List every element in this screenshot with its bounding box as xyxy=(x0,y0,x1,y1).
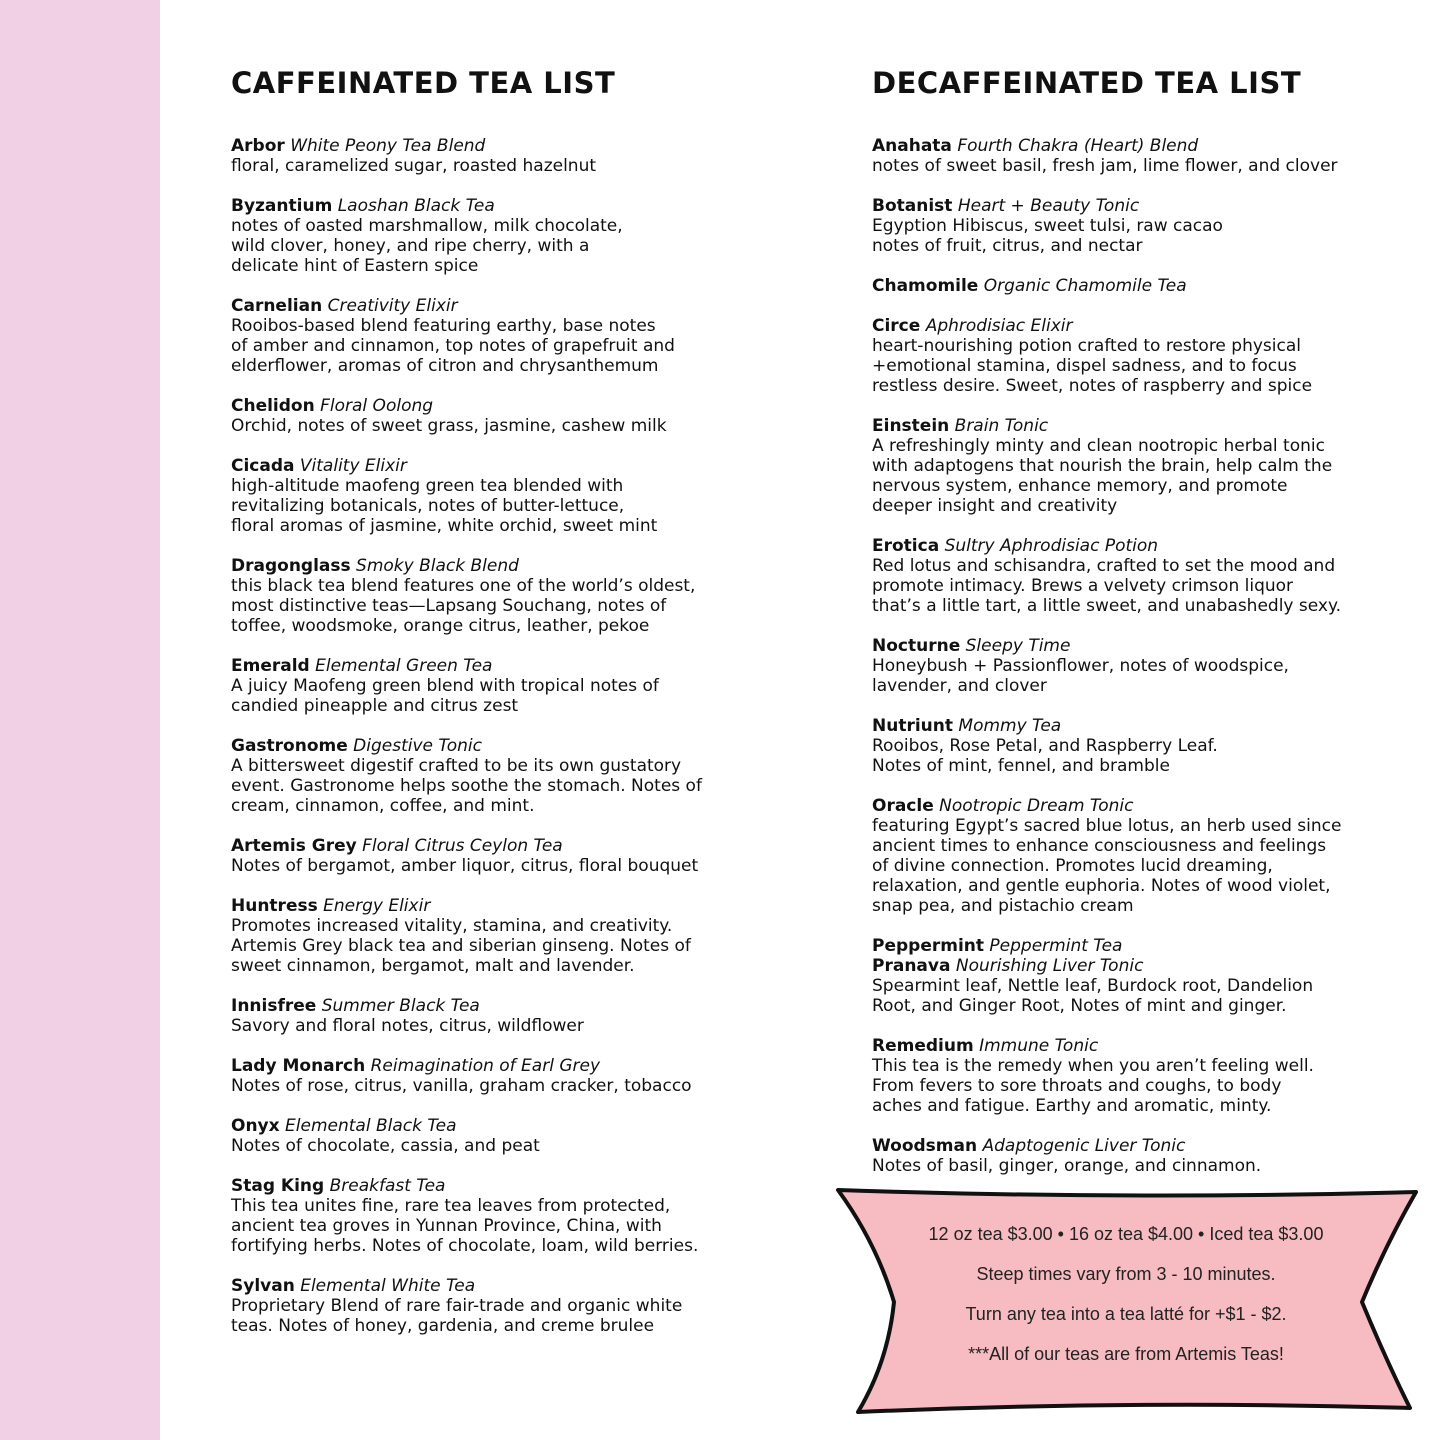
tea-name: Artemis Grey xyxy=(231,836,357,856)
tea-entry xyxy=(872,316,1412,396)
banner-line: 12 oz tea $3.00 • 16 oz tea $4.00 • Iced tea $3.00 xyxy=(928,1224,1324,1244)
tea-entry-heading xyxy=(231,996,831,1016)
tea-description-line: notes of sweet basil, fresh jam, lime flower, and clover xyxy=(872,156,1338,176)
tea-entry-heading xyxy=(872,416,1412,436)
tea-description-line: Notes of mint, fennel, and bramble xyxy=(872,756,1170,776)
tea-description-line: +emotional stamina, dispel sadness, and to focus xyxy=(872,356,1297,376)
tea-subtitle: Elemental White Tea xyxy=(300,1276,476,1296)
tea-entry xyxy=(231,196,831,276)
tea-description-line: Artemis Grey black tea and siberian ginseng. Notes of xyxy=(231,936,691,956)
tea-description-line: high-altitude maofeng green tea blended with xyxy=(231,476,624,496)
tea-name: Nutriunt xyxy=(872,716,953,736)
tea-description-line: From fevers to sore throats and coughs, to body xyxy=(872,1076,1282,1096)
tea-entry xyxy=(231,136,831,176)
tea-name: Einstein xyxy=(872,416,950,436)
tea-description-line: ancient times to enhance consciousness and feelings xyxy=(872,836,1327,856)
tea-entry-heading xyxy=(231,556,831,576)
tea-subtitle: Digestive Tonic xyxy=(353,736,482,756)
tea-description-line: This tea is the remedy when you aren’t feeling well. xyxy=(872,1056,1314,1076)
tea-entry-heading xyxy=(231,296,831,316)
tea-description-line: deeper insight and creativity xyxy=(872,496,1118,516)
tea-entry xyxy=(872,936,1412,956)
tea-subtitle: Nourishing Liver Tonic xyxy=(955,956,1144,976)
tea-subtitle: Sleepy Time xyxy=(965,636,1071,656)
tea-entry-heading xyxy=(231,136,831,156)
tea-entry xyxy=(872,276,1412,296)
tea-description-line: of divine connection. Promotes lucid dreaming, xyxy=(872,856,1273,876)
tea-subtitle: Adaptogenic Liver Tonic xyxy=(982,1136,1186,1156)
tea-entry-heading xyxy=(231,1116,831,1136)
tea-description-line: Notes of basil, ginger, orange, and cinnamon. xyxy=(872,1156,1262,1176)
banner-text xyxy=(830,1214,1422,1374)
tea-name: Oracle xyxy=(872,796,934,816)
tea-description-line: teas. Notes of honey, gardenia, and creme brulee xyxy=(231,1316,655,1336)
tea-entry xyxy=(872,796,1412,916)
tea-description-line: wild clover, honey, and ripe cherry, with a xyxy=(231,236,590,256)
tea-entry xyxy=(872,416,1412,516)
tea-name: Innisfree xyxy=(231,996,317,1016)
caffeinated-column xyxy=(231,66,831,1356)
tea-description-line: that’s a little tart, a little sweet, and unabashedly sexy. xyxy=(872,596,1342,616)
tea-description-line: restless desire. Sweet, notes of raspberry and spice xyxy=(872,376,1313,396)
tea-entry-heading xyxy=(872,136,1412,156)
pricing-banner xyxy=(830,1184,1422,1420)
tea-subtitle: Fourth Chakra (Heart) Blend xyxy=(957,136,1199,156)
tea-subtitle: Energy Elixir xyxy=(323,896,431,916)
tea-subtitle: White Peony Tea Blend xyxy=(290,136,486,156)
tea-description-line: A juicy Maofeng green blend with tropical notes of xyxy=(231,676,659,696)
tea-entry xyxy=(872,196,1412,256)
tea-description-line: promote intimacy. Brews a velvety crimson liquor xyxy=(872,576,1294,596)
tea-subtitle: Heart + Beauty Tonic xyxy=(957,196,1140,216)
tea-entry xyxy=(231,1116,831,1156)
tea-description-line: Promotes increased vitality, stamina, and creativity. xyxy=(231,916,673,936)
tea-entry xyxy=(231,996,831,1036)
tea-name: Pranava xyxy=(872,956,951,976)
decaffeinated-list xyxy=(872,136,1412,1176)
tea-name: Chamomile xyxy=(872,276,979,296)
tea-entry xyxy=(231,736,831,816)
tea-name: Peppermint xyxy=(872,936,985,956)
tea-subtitle: Sultry Aphrodisiac Potion xyxy=(944,536,1159,556)
tea-entry-heading xyxy=(231,1176,831,1196)
tea-description-line: toffee, woodsmoke, orange citrus, leather, pekoe xyxy=(231,616,650,636)
tea-entry-heading xyxy=(231,896,831,916)
tea-subtitle: Floral Citrus Ceylon Tea xyxy=(362,836,563,856)
tea-name: Carnelian xyxy=(231,296,323,316)
tea-entry-heading xyxy=(872,636,1412,656)
tea-name: Remedium xyxy=(872,1036,974,1056)
tea-entry xyxy=(231,836,831,876)
tea-description-line: candied pineapple and citrus zest xyxy=(231,696,519,716)
tea-name: Stag King xyxy=(231,1176,325,1196)
decaffeinated-title: DECAFFEINATED TEA LIST xyxy=(872,66,1302,100)
tea-entry xyxy=(231,396,831,436)
tea-description-line: Rooibos-based blend featuring earthy, base notes xyxy=(231,316,656,336)
tea-entry-heading xyxy=(872,1136,1412,1156)
tea-description-line: of amber and cinnamon, top notes of grapefruit and xyxy=(231,336,675,356)
banner-line: Turn any tea into a tea latté for +$1 - $2. xyxy=(965,1304,1287,1324)
tea-subtitle: Elemental Green Tea xyxy=(315,656,493,676)
tea-subtitle: Breakfast Tea xyxy=(329,1176,446,1196)
tea-description-line: notes of fruit, citrus, and nectar xyxy=(872,236,1143,256)
tea-subtitle: Organic Chamomile Tea xyxy=(983,276,1187,296)
tea-entry-heading xyxy=(872,936,1412,956)
tea-name: Circe xyxy=(872,316,921,336)
tea-description-line: Orchid, notes of sweet grass, jasmine, cashew milk xyxy=(231,416,667,436)
tea-entry xyxy=(872,536,1412,616)
tea-entry-heading xyxy=(872,316,1412,336)
tea-entry-heading xyxy=(231,736,831,756)
tea-description-line: delicate hint of Eastern spice xyxy=(231,256,479,276)
tea-entry xyxy=(231,1056,831,1096)
tea-description-line: Notes of rose, citrus, vanilla, graham cracker, tobacco xyxy=(231,1076,692,1096)
tea-name: Onyx xyxy=(231,1116,280,1136)
tea-description-line: floral, caramelized sugar, roasted hazelnut xyxy=(231,156,597,176)
tea-entry-heading xyxy=(872,1036,1412,1056)
tea-description-line: Red lotus and schisandra, crafted to set the mood and xyxy=(872,556,1336,576)
tea-entry-heading xyxy=(872,196,1412,216)
tea-name: Gastronome xyxy=(231,736,348,756)
tea-entry-heading xyxy=(231,396,831,416)
tea-entry-heading xyxy=(872,716,1412,736)
tea-entry xyxy=(231,556,831,636)
tea-name: Arbor xyxy=(231,136,285,156)
tea-entry xyxy=(872,636,1412,696)
tea-description-line: lavender, and clover xyxy=(872,676,1047,696)
tea-entry xyxy=(872,956,1412,1016)
tea-name: Erotica xyxy=(872,536,940,556)
tea-entry-heading xyxy=(231,196,831,216)
tea-subtitle: Mommy Tea xyxy=(958,716,1062,736)
tea-description-line: Root, and Ginger Root, Notes of mint and ginger. xyxy=(872,996,1287,1016)
banner-line: Steep times vary from 3 - 10 minutes. xyxy=(976,1264,1276,1284)
tea-name: Lady Monarch xyxy=(231,1056,366,1076)
tea-description-line: Rooibos, Rose Petal, and Raspberry Leaf. xyxy=(872,736,1218,756)
tea-description-line: Egyption Hibiscus, sweet tulsi, raw cacao xyxy=(872,216,1223,236)
tea-entry xyxy=(231,296,831,376)
tea-description-line: event. Gastronome helps soothe the stomach. Notes of xyxy=(231,776,702,796)
tea-name: Byzantium xyxy=(231,196,333,216)
tea-subtitle: Elemental Black Tea xyxy=(285,1116,457,1136)
tea-description-line: cream, cinnamon, coffee, and mint. xyxy=(231,796,535,816)
decaffeinated-column xyxy=(872,66,1412,1196)
tea-subtitle: Reimagination of Earl Grey xyxy=(370,1056,601,1076)
tea-description-line: Notes of bergamot, amber liquor, citrus, floral bouquet xyxy=(231,856,699,876)
tea-entry-heading xyxy=(231,656,831,676)
tea-description-line: fortifying herbs. Notes of chocolate, loam, wild berries. xyxy=(231,1236,699,1256)
tea-description-line: snap pea, and pistachio cream xyxy=(872,896,1134,916)
tea-description-line: ancient tea groves in Yunnan Province, China, with xyxy=(231,1216,662,1236)
tea-entry xyxy=(231,1276,831,1336)
tea-name: Anahata xyxy=(872,136,952,156)
caffeinated-list xyxy=(231,136,831,1336)
tea-subtitle: Floral Oolong xyxy=(320,396,434,416)
tea-description-line: aches and fatigue. Earthy and aromatic, minty. xyxy=(872,1096,1272,1116)
tea-subtitle: Creativity Elixir xyxy=(327,296,458,316)
tea-description-line: notes of oasted marshmallow, milk chocolate, xyxy=(231,216,623,236)
tea-name: Nocturne xyxy=(872,636,961,656)
tea-entry xyxy=(872,716,1412,776)
tea-entry-heading xyxy=(231,1276,831,1296)
tea-entry xyxy=(231,656,831,716)
tea-name: Huntress xyxy=(231,896,318,916)
tea-name: Dragonglass xyxy=(231,556,351,576)
tea-description-line: nervous system, enhance memory, and promote xyxy=(872,476,1288,496)
tea-entry-heading xyxy=(231,836,831,856)
tea-entry-heading xyxy=(872,956,1412,976)
tea-description-line: Savory and floral notes, citrus, wildflower xyxy=(231,1016,584,1036)
tea-description-line: elderflower, aromas of citron and chrysanthemum xyxy=(231,356,659,376)
tea-description-line: A refreshingly minty and clean nootropic herbal tonic xyxy=(872,436,1325,456)
tea-description-line: featuring Egypt’s sacred blue lotus, an herb used since xyxy=(872,816,1342,836)
tea-description-line: A bittersweet digestif crafted to be its own gustatory xyxy=(231,756,682,776)
tea-entry xyxy=(231,896,831,976)
tea-name: Sylvan xyxy=(231,1276,295,1296)
tea-description-line: This tea unites fine, rare tea leaves from protected, xyxy=(231,1196,671,1216)
tea-name: Chelidon xyxy=(231,396,315,416)
tea-entry xyxy=(231,1176,831,1256)
caffeinated-title: CAFFEINATED TEA LIST xyxy=(231,66,616,100)
tea-description-line: revitalizing botanicals, notes of butter-lettuce, xyxy=(231,496,625,516)
tea-description-line: heart-nourishing potion crafted to restore physical xyxy=(872,336,1301,356)
tea-entry-heading xyxy=(872,276,1412,296)
tea-description-line: this black tea blend features one of the world’s oldest, xyxy=(231,576,696,596)
tea-description-line: most distinctive teas—Lapsang Souchang, notes of xyxy=(231,596,667,616)
tea-subtitle: Aphrodisiac Elixir xyxy=(925,316,1073,336)
tea-subtitle: Brain Tonic xyxy=(954,416,1049,436)
tea-name: Botanist xyxy=(872,196,953,216)
tea-subtitle: Vitality Elixir xyxy=(299,456,407,476)
tea-name: Woodsman xyxy=(872,1136,978,1156)
tea-subtitle: Smoky Black Blend xyxy=(356,556,519,576)
banner-line: ***All of our teas are from Artemis Teas! xyxy=(968,1344,1284,1364)
tea-entry xyxy=(872,1136,1412,1176)
tea-description-line: Spearmint leaf, Nettle leaf, Burdock root, Dandelion xyxy=(872,976,1314,996)
tea-entry-heading xyxy=(231,456,831,476)
tea-description-line: Proprietary Blend of rare fair-trade and organic white xyxy=(231,1296,683,1316)
side-color-band xyxy=(0,0,160,1440)
tea-entry-heading xyxy=(872,796,1412,816)
tea-entry xyxy=(872,136,1412,176)
tea-description-line: Honeybush + Passionflower, notes of woodspice, xyxy=(872,656,1289,676)
tea-entry xyxy=(872,1036,1412,1116)
tea-description-line: floral aromas of jasmine, white orchid, sweet mint xyxy=(231,516,658,536)
tea-subtitle: Laoshan Black Tea xyxy=(337,196,495,216)
tea-description-line: Notes of chocolate, cassia, and peat xyxy=(231,1136,540,1156)
tea-name: Emerald xyxy=(231,656,310,676)
tea-description-line: relaxation, and gentle euphoria. Notes of wood violet, xyxy=(872,876,1331,896)
tea-name: Cicada xyxy=(231,456,295,476)
tea-entry xyxy=(231,456,831,536)
tea-subtitle: Summer Black Tea xyxy=(321,996,480,1016)
tea-description-line: sweet cinnamon, bergamot, malt and lavender. xyxy=(231,956,635,976)
tea-entry-heading xyxy=(231,1056,831,1076)
tea-description-line: with adaptogens that nourish the brain, help calm the xyxy=(872,456,1333,476)
tea-entry-heading xyxy=(872,536,1412,556)
tea-subtitle: Peppermint Tea xyxy=(989,936,1123,956)
tea-subtitle: Immune Tonic xyxy=(979,1036,1099,1056)
tea-subtitle: Nootropic Dream Tonic xyxy=(939,796,1134,816)
